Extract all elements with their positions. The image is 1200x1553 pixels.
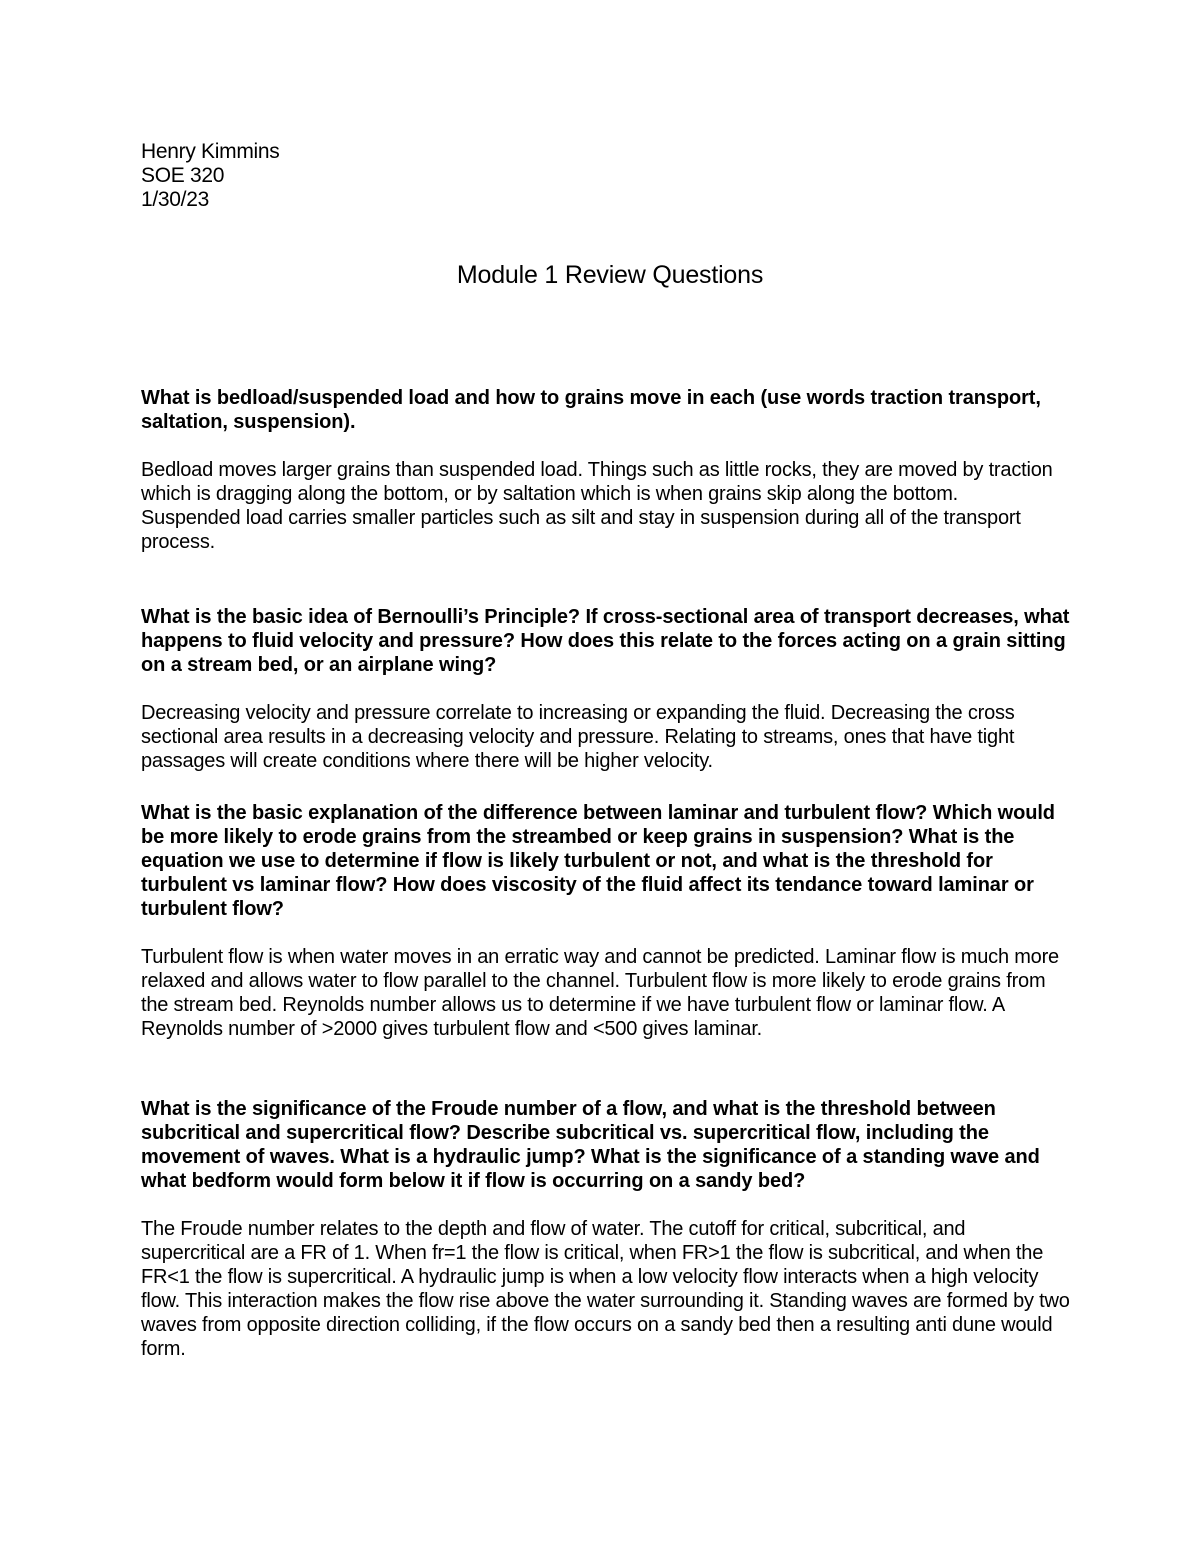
author-name: Henry Kimmins	[141, 140, 280, 163]
answer-paragraph: The Froude number relates to the depth and flow of water. The cutoff for critical, subcritical, and supercritical are a FR of 1. When fr=1 the flow is critical, when FR>1 the flow is subcritical, and when the FR<1 the flow is supercritical. A hydraulic jump is when a low velocity flow interacts when a high velocity flow. This interaction makes the flow rise above the water surrounding it. Standing waves are formed by two waves from opposite direction colliding, if the flow occurs on a sandy bed then a resulting anti dune would form.	[141, 1218, 1070, 1360]
question-text: What is the basic explanation of the difference between laminar and turbulent flow? Which would be more likely to erode grains from the streambed or keep grains in suspension? What is the equation we use to determine if flow is likely turbulent or not, and what is the threshold for turbulent vs laminar flow? How does viscosity of the fluid affect its tendance toward laminar or turbulent flow?	[141, 802, 1055, 920]
answer-paragraph: Suspended load carries smaller particles such as silt and stay in suspension during all of the transport process.	[141, 507, 1021, 553]
question-text: What is bedload/suspended load and how to grains move in each (use words traction transport, saltation, suspension).	[141, 387, 1041, 433]
qa-section-2	[141, 605, 1071, 773]
answer-text	[141, 1217, 1071, 1361]
answer-text	[141, 458, 1071, 554]
answer-paragraph: Turbulent flow is when water moves in an erratic way and cannot be predicted. Laminar flow is much more relaxed and allows water to flow parallel to the channel. Turbulent flow is more likely to erode grains from the stream bed. Reynolds number allows us to determine if we have turbulent flow or laminar flow. A Reynolds number of >2000 gives turbulent flow and <500 gives laminar.	[141, 946, 1059, 1040]
qa-section-3	[141, 801, 1071, 1041]
answer-paragraph: Bedload moves larger grains than suspended load. Things such as little rocks, they are moved by traction which is dragging along the bottom, or by saltation which is when grains skip along the bottom.	[141, 459, 1053, 505]
question-text: What is the significance of the Froude number of a flow, and what is the threshold between subcritical and supercritical flow? Describe subcritical vs. supercritical flow, including the movement of waves. What is a hydraulic jump? What is the significance of a standing wave and what bedform would form below it if flow is occurring on a sandy bed?	[141, 1098, 1040, 1192]
qa-section-1	[141, 386, 1071, 554]
course-code: SOE 320	[141, 164, 225, 187]
document-title: Module 1 Review Questions	[456, 261, 764, 289]
answer-text	[141, 945, 1071, 1041]
answer-text	[141, 701, 1071, 773]
answer-paragraph: Decreasing velocity and pressure correlate to increasing or expanding the fluid. Decreasing the cross sectional area results in a decreasing velocity and pressure. Relating to streams, ones that have tight passages will create conditions where there will be higher velocity.	[141, 702, 1015, 772]
document-date: 1/30/23	[141, 188, 209, 211]
question-text: What is the basic idea of Bernoulli’s Principle? If cross-sectional area of transport decreases, what happens to fluid velocity and pressure? How does this relate to the forces acting on a grain sitting on a stream bed, or an airplane wing?	[141, 606, 1070, 676]
qa-section-4	[141, 1097, 1071, 1361]
document-header	[141, 140, 279, 212]
